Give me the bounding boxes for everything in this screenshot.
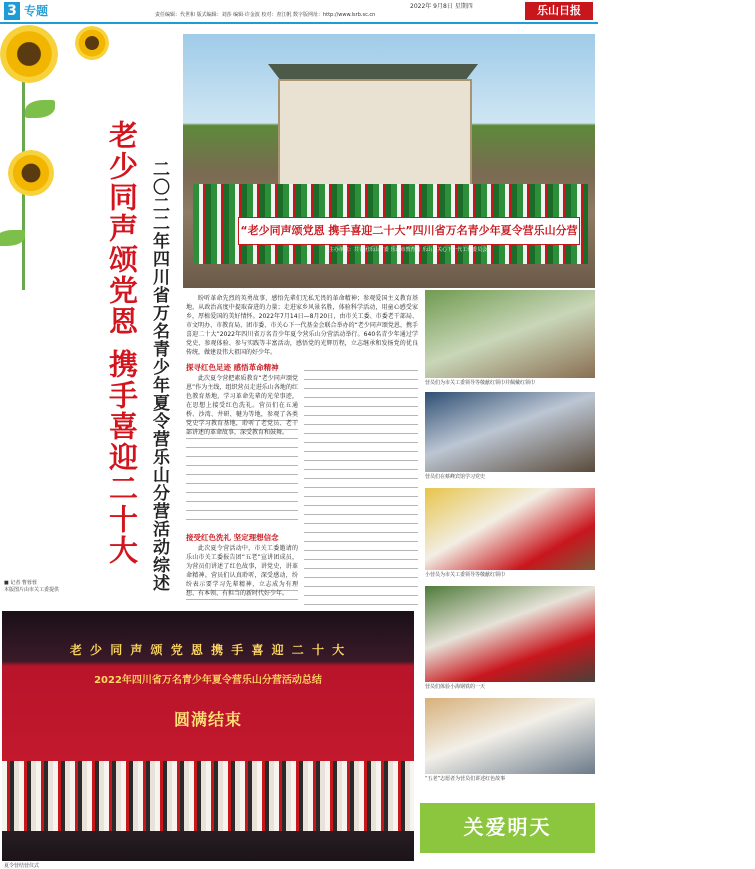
byline-photo-credit: 本版图片由市关工委提供 — [4, 587, 60, 593]
intro-paragraph: 盼听革命先烈的英勇故事，感悟先辈们无私无畏的革命精神；参观爱国主义教育基地，从政治高度中提取奋进的力量；走进家乡风景名胜，体验科学活动，用童心感受家乡，厚植爱国的美好情怀。2022年7月14日—8月20日，由市关工委、市委老干部局、市文明办、市教育局、团市委、市关心下一代基金会联合举办的“老少同声颂党恩，携手喜迎二十大”2022年四川省万名青少年夏令营乐山分营活动举行。640名青少年通过学党史、参观体验、参与实践等丰富活动，感悟党的光辉历程，立志继承和发扬党的优良传统，做建设伟大祖国的好少年。 — [186, 295, 418, 356]
section-body: 此次夏令营活动中，市关工委邀请的乐山市关工委报告团“五老”宣讲团成员，为营员们讲述了红色故事，讲党史，讲革命精神。营员们认真聆听，深受感动，纷纷表示要学习先辈精神，立志成为有理想、有本领、有担当的新时代好少年。 — [186, 545, 298, 597]
side-photo-3 — [425, 488, 595, 570]
side-caption: 营员们体验小海钢铁的一天 — [425, 684, 486, 690]
stage-event-name: 2022年四川省万名青少年夏令营乐山分营活动总结 — [94, 675, 322, 686]
performers-group — [2, 761, 414, 831]
hero-banner: “老少同声颂党恩 携手喜迎二十大”四川省万名青少年夏令营乐山分营 — [238, 217, 580, 245]
hero-side-caption: 夏令营营员参观研学 — [748, 94, 754, 139]
newspaper-logo: 乐山日报 — [525, 2, 593, 20]
sunflower-icon — [0, 25, 58, 83]
byline-box — [4, 580, 59, 594]
hero-banner-sub: 主办单位：共青团乐山市委 乐山市教育局 乐山市关心下一代工作委员会 — [328, 247, 488, 253]
leaf-icon — [25, 100, 55, 118]
section-heading: 接受红色洗礼 坚定理想信念 — [186, 533, 279, 542]
column-banner-title: 关爱明天 — [463, 815, 552, 839]
stage-slogan: 老 少 同 声 颂 党 恩 携 手 喜 迎 二 十 大 — [69, 643, 347, 657]
text-column-filler — [304, 370, 418, 608]
section-label: 专题 — [24, 4, 49, 18]
side-caption: 小营员为市关工委领导等敬献红领巾 — [425, 572, 506, 578]
header-rule — [0, 22, 598, 24]
side-caption: “五老”志愿者为营员们讲述红色故事 — [425, 776, 506, 782]
text-column-filler — [186, 590, 298, 608]
sunflower-icon — [75, 26, 109, 60]
byline-reporter: ■ 记者 曹蓉蓉 — [4, 580, 37, 586]
date-line: 2022年 9月8日 星期四 — [410, 3, 473, 10]
sunflower-icon — [8, 150, 54, 196]
closing-ceremony-photo — [2, 611, 414, 861]
page-number: 3 — [4, 2, 20, 20]
editor-credits: 责任编辑：代世和 版式编辑：刘莎 编辑·许金波 校对：查江帆 数字版网址：http://www.lsrb.sc.cn — [155, 12, 376, 18]
section-heading: 探寻红色足迹 感悟革命精神 — [186, 363, 279, 372]
side-caption: 营员们在蔡峰宾馆学习党史 — [425, 474, 486, 480]
section-body: 此次夏令营把素质教育“老少同声颂党恩”作为主线，组织营员走进乐山各地的红色教育基地，学习革命先辈的光荣事迹，在思想上接受红色洗礼。营员们在五通桥、沙湾、井研、犍为等地，参观了各类党史学习教育基地，聆听了老党员、老干部讲述的革命故事，深受教育和鼓舞。 — [186, 375, 298, 436]
stage-caption: 夏令营结营仪式 — [4, 863, 40, 869]
hero-photo — [183, 34, 754, 288]
side-photo-2 — [425, 392, 595, 472]
side-photo-4 — [425, 586, 595, 682]
sub-headline: 二〇二二年四川省万名青少年夏令营乐山分营活动综述 — [149, 160, 169, 592]
stage-closing-text: 圆满结束 — [173, 710, 242, 729]
text-column-filler — [186, 420, 298, 528]
side-photo-5 — [425, 698, 595, 774]
side-photo-1 — [425, 290, 595, 378]
column-banner — [420, 803, 595, 853]
side-caption: 营员们为市关工委领导等敬献红领巾并佩戴红领巾 — [425, 380, 536, 386]
memorial-hall — [278, 79, 472, 201]
main-headline: 老少同声颂党恩 携手喜迎二十大 — [105, 120, 139, 567]
